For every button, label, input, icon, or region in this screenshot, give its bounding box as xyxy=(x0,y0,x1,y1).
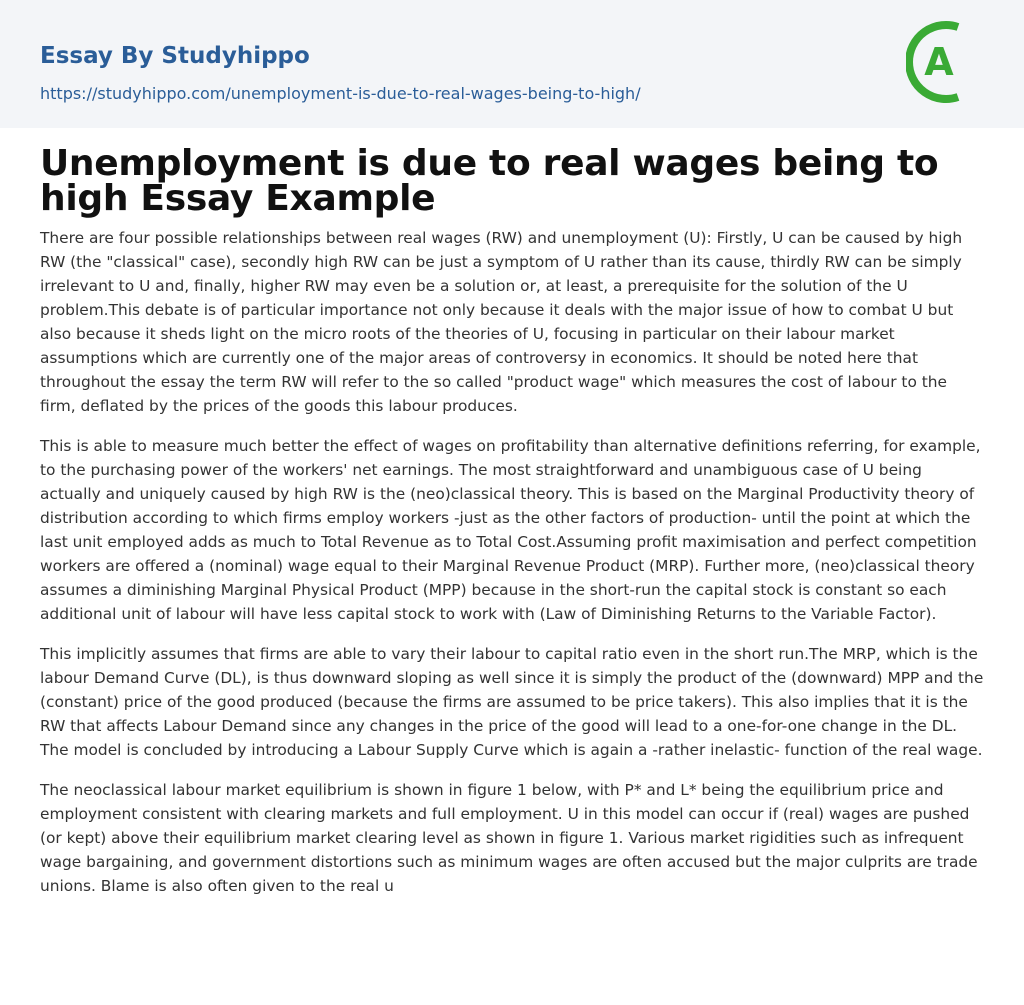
studyhippo-logo-icon[interactable] xyxy=(906,18,990,106)
article-paragraph: This is able to measure much better the effect of wages on profitability than alternative definitions referring, for example, to the purchasing power of the workers' net earnings. The most straightforward and unambiguous case of U being actually and uniquely caused by high RW is the (neo)classical theory. This is based on the Marginal Productivity theory of distribution according to which firms employ workers -just as the other factors of production- until the point at which the last unit employed adds as much to Total Revenue as to Total Cost.Assuming profit maximisation and perfect competition workers are offered a (nominal) wage equal to their Marginal Revenue Product (MRP). Further more, (neo)classical theory assumes a diminishing Marginal Physical Product (MPP) because in the short-run the capital stock is constant so each additional unit of labour will have less capital stock to work with (Law of Diminishing Returns to the Variable Factor). xyxy=(40,437,981,623)
page-title: Unemployment is due to real wages being to high Essay Example xyxy=(40,143,939,219)
site-brand-title[interactable]: Essay By Studyhippo xyxy=(40,43,310,69)
logo-letter: A xyxy=(924,40,954,84)
article-paragraph: This implicitly assumes that firms are able to vary their labour to capital ratio even in the short run.The MRP, which is the labour Demand Curve (DL), is thus downward sloping as well since it is simply the product of the (downward) MPP and the (constant) price of the good produced (because the firms are assumed to be price takers). This also implies that it is the RW that affects Labour Demand since any changes in the price of the good will lead to a one-for-one change in the DL. The model is concluded by introducing a Labour Supply Curve which is again a -rather inelastic- function of the real wage. xyxy=(40,645,984,759)
source-url-link[interactable]: https://studyhippo.com/unemployment-is-due-to-real-wages-being-to-high/ xyxy=(40,84,641,103)
article xyxy=(40,143,986,914)
article-paragraph: The neoclassical labour market equilibrium is shown in figure 1 below, with P* and L* being the equilibrium price and employment consistent with clearing markets and full employment. U in this model can occur if (real) wages are pushed (or kept) above their equilibrium market clearing level as shown in figure 1. Various market rigidities such as infrequent wage bargaining, and government distortions such as minimum wages are often accused but the major culprits are trade unions. Blame is also often given to the real u xyxy=(40,781,978,895)
article-paragraph: There are four possible relationships between real wages (RW) and unemployment (U): Firstly, U can be caused by high RW (the "classical" case), secondly high RW can be just a symptom of U rather than its cause, thirdly RW can be simply irrelevant to U and, finally, higher RW may even be a solution or, at least, a prerequisite for the solution of the U problem.This debate is of particular importance not only because it deals with the major issue of how to combat U but also because it sheds light on the micro roots of the theories of U, focusing in particular on their labour market assumptions which are currently one of the major areas of controversy in economics. It should be noted here that throughout the essay the term RW will refer to the so called "product wage" which measures the cost of labour to the firm, deflated by the prices of the goods this labour produces. xyxy=(40,229,963,415)
site-header xyxy=(0,0,1024,128)
